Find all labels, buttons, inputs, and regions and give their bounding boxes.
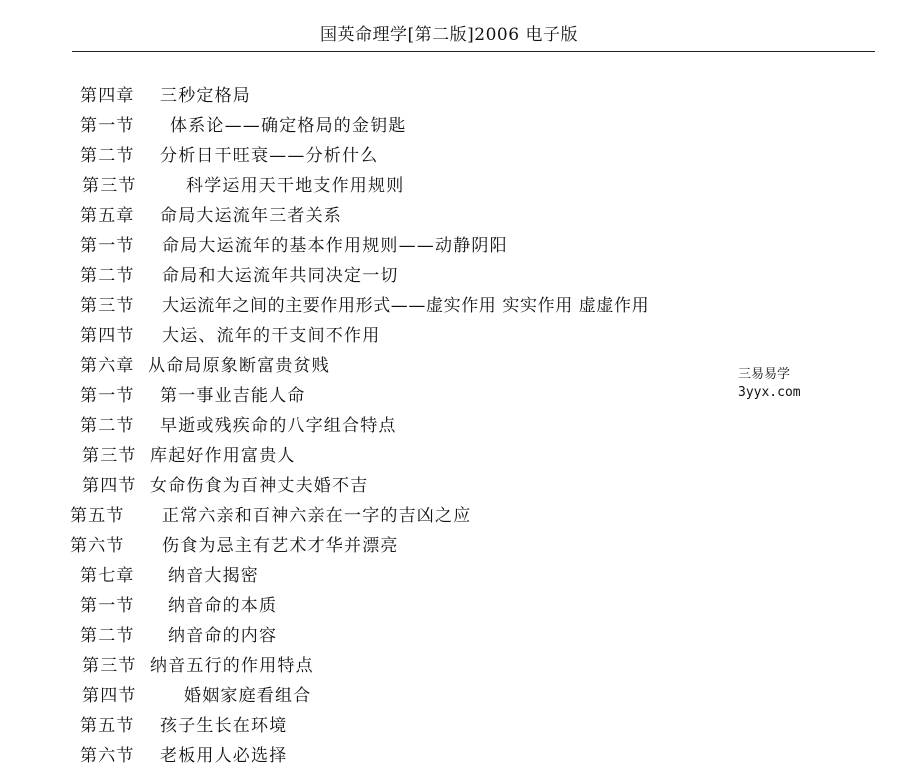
toc-entry bbox=[70, 505, 471, 527]
toc-entry-label: 第一节 bbox=[80, 386, 135, 406]
toc-entry-title: 三秒定格局 bbox=[160, 86, 251, 106]
toc-entry-label: 第二节 bbox=[80, 626, 135, 646]
toc-entry bbox=[82, 655, 314, 677]
toc-entry bbox=[80, 745, 287, 767]
toc-entry-label: 第五章 bbox=[80, 206, 135, 226]
toc-entry bbox=[82, 445, 296, 467]
toc-entry bbox=[80, 715, 287, 737]
toc-entry bbox=[80, 385, 306, 407]
toc-entry bbox=[80, 295, 649, 317]
toc-entry-title: 早逝或残疾命的八字组合特点 bbox=[160, 416, 397, 436]
site-watermark bbox=[738, 366, 801, 402]
toc-entry-title: 孩子生长在环境 bbox=[160, 716, 288, 736]
toc-entry-label: 第二节 bbox=[80, 416, 135, 436]
toc-entry bbox=[82, 475, 368, 497]
toc-entry-label: 第一节 bbox=[80, 596, 135, 616]
toc-entry-title: 第一事业吉能人命 bbox=[160, 386, 306, 406]
toc-entry-label: 第七章 bbox=[80, 566, 135, 586]
toc-entry-title: 命局大运流年三者关系 bbox=[160, 206, 342, 226]
toc-entry-title: 纳音命的本质 bbox=[168, 596, 278, 616]
watermark-site-name: 三易易学 bbox=[738, 367, 791, 382]
toc-entry-label: 第四节 bbox=[80, 326, 135, 346]
toc-entry-label: 第二节 bbox=[80, 266, 135, 286]
toc-entry-title: 正常六亲和百神六亲在一字的吉凶之应 bbox=[162, 506, 472, 526]
toc-entry-title: 命局和大运流年共同决定一切 bbox=[162, 266, 399, 286]
toc-entry bbox=[80, 595, 277, 617]
header-divider bbox=[72, 51, 875, 52]
toc-entry bbox=[80, 145, 378, 167]
toc-entry bbox=[80, 325, 380, 347]
toc-entry-label: 第二节 bbox=[80, 146, 135, 166]
toc-entry-label: 第三节 bbox=[82, 446, 137, 466]
toc-entry-chapter-4 bbox=[80, 85, 251, 107]
toc-entry-label: 第六节 bbox=[70, 536, 125, 556]
toc-entry-label: 第五节 bbox=[80, 716, 135, 736]
toc-entry-title: 老板用人必选择 bbox=[160, 746, 288, 766]
toc-entry-title: 科学运用天干地支作用规则 bbox=[186, 176, 405, 196]
toc-entry-title: 分析日干旺衰——分析什么 bbox=[160, 146, 379, 166]
toc-entry bbox=[80, 115, 407, 137]
toc-entry-title: 命局大运流年的基本作用规则——动静阴阳 bbox=[162, 236, 508, 256]
toc-entry-title: 婚姻家庭看组合 bbox=[184, 686, 312, 706]
toc-entry-title: 纳音大揭密 bbox=[168, 566, 259, 586]
toc-entry-title: 女命伤食为百神丈夫婚不吉 bbox=[150, 476, 369, 496]
toc-entry-label: 第四节 bbox=[82, 686, 137, 706]
toc-entry-label: 第一节 bbox=[80, 236, 135, 256]
toc-entry-chapter-6 bbox=[80, 355, 330, 377]
toc-entry-label: 第五节 bbox=[70, 506, 125, 526]
toc-entry bbox=[70, 535, 399, 557]
toc-entry bbox=[80, 415, 397, 437]
page-header-title: 国英命理学[第二版]2006 电子版 bbox=[320, 25, 578, 45]
toc-entry-label: 第三节 bbox=[82, 176, 137, 196]
toc-entry-title: 伤食为忌主有艺术才华并漂亮 bbox=[162, 536, 399, 556]
toc-entry-title: 大运流年之间的主要作用形式——虚实作用 实实作用 虚虚作用 bbox=[162, 296, 650, 316]
watermark-site-url: 3yyx.com bbox=[738, 385, 801, 400]
toc-entry bbox=[80, 235, 508, 257]
toc-entry-label: 第六章 bbox=[80, 356, 135, 376]
toc-entry-label: 第一节 bbox=[80, 116, 135, 136]
toc-entry-title: 库起好作用富贵人 bbox=[150, 446, 296, 466]
toc-entry-chapter-5 bbox=[80, 205, 342, 227]
toc-entry-label: 第四章 bbox=[80, 86, 135, 106]
toc-entry-title: 纳音命的内容 bbox=[168, 626, 278, 646]
toc-entry-title: 纳音五行的作用特点 bbox=[150, 656, 314, 676]
toc-entry bbox=[80, 625, 277, 647]
toc-entry-title: 从命局原象断富贵贫贱 bbox=[148, 356, 330, 376]
toc-entry-label: 第六节 bbox=[80, 746, 135, 766]
toc-entry-chapter-7 bbox=[80, 565, 259, 587]
toc-entry bbox=[82, 685, 311, 707]
toc-entry-label: 第三节 bbox=[80, 296, 135, 316]
toc-entry-label: 第三节 bbox=[82, 656, 137, 676]
toc-entry-label: 第四节 bbox=[82, 476, 137, 496]
toc-entry-title: 大运、流年的干支间不作用 bbox=[162, 326, 381, 346]
toc-entry bbox=[82, 175, 404, 197]
toc-entry-title: 体系论——确定格局的金钥匙 bbox=[170, 116, 407, 136]
toc-entry bbox=[80, 265, 399, 287]
